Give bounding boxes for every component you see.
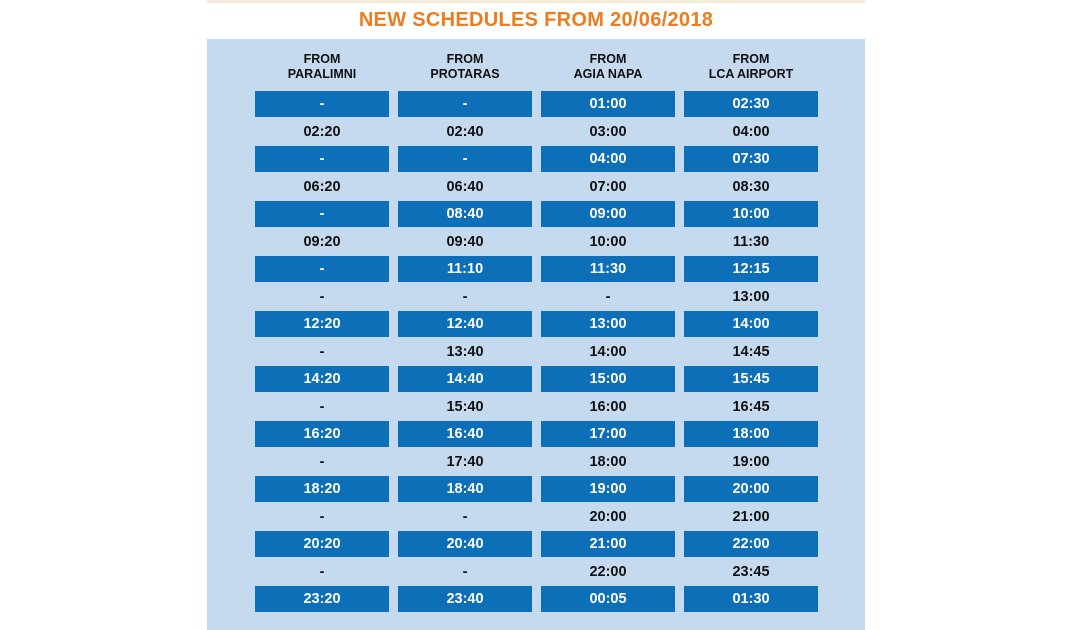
time-cell-lca-airport: 16:45: [732, 399, 770, 415]
time-cell-paralimni: -: [319, 289, 325, 305]
time-cell-paralimni: -: [319, 399, 325, 415]
time-cell-protaras: 09:40: [446, 234, 484, 250]
time-cell-agia-napa: 03:00: [589, 124, 627, 140]
time-cell-lca-airport: 18:00: [684, 421, 818, 447]
time-cell-agia-napa: 00:05: [541, 586, 675, 612]
time-cell-protaras: 20:40: [398, 531, 532, 557]
time-cell-paralimni: -: [319, 344, 325, 360]
time-cell-paralimni: -: [319, 454, 325, 470]
time-cell-paralimni: -: [255, 91, 389, 117]
time-cell-paralimni: -: [255, 146, 389, 172]
time-cell-protaras: 02:40: [446, 124, 484, 140]
time-cell-agia-napa: 20:00: [589, 509, 627, 525]
column-header-line1: FROM: [446, 52, 484, 66]
time-cell-lca-airport: 04:00: [732, 124, 770, 140]
time-cell-protaras: 15:40: [446, 399, 484, 415]
time-cell-agia-napa: 19:00: [541, 476, 675, 502]
time-cell-lca-airport: 13:00: [732, 289, 770, 305]
time-cell-lca-airport: 23:45: [732, 564, 770, 580]
time-cell-paralimni: 20:20: [255, 531, 389, 557]
time-cell-agia-napa: 18:00: [589, 454, 627, 470]
time-cell-paralimni: 23:20: [255, 586, 389, 612]
time-cell-paralimni: 14:20: [255, 366, 389, 392]
column-header-line1: FROM: [732, 52, 770, 66]
time-cell-paralimni: -: [319, 564, 325, 580]
time-cell-lca-airport: 21:00: [732, 509, 770, 525]
time-cell-lca-airport: 01:30: [684, 586, 818, 612]
time-cell-lca-airport: 10:00: [684, 201, 818, 227]
column-header-line2: PROTARAS: [430, 67, 500, 81]
time-cell-protaras: 23:40: [398, 586, 532, 612]
column-header-line1: FROM: [303, 52, 341, 66]
time-cell-protaras: 18:40: [398, 476, 532, 502]
time-cell-agia-napa: 07:00: [589, 179, 627, 195]
time-cell-protaras: -: [398, 146, 532, 172]
time-cell-paralimni: 18:20: [255, 476, 389, 502]
time-cell-protaras: 12:40: [398, 311, 532, 337]
time-cell-paralimni: -: [255, 201, 389, 227]
column-header-line1: FROM: [589, 52, 627, 66]
time-cell-agia-napa: 13:00: [541, 311, 675, 337]
time-cell-protaras: -: [462, 564, 468, 580]
time-cell-protaras: 16:40: [398, 421, 532, 447]
time-cell-paralimni: 16:20: [255, 421, 389, 447]
column-header-line2: LCA AIRPORT: [708, 67, 794, 81]
column-header-line2: AGIA NAPA: [573, 67, 643, 81]
time-cell-lca-airport: 11:30: [732, 234, 770, 250]
time-cell-protaras: 11:10: [398, 256, 532, 282]
time-cell-agia-napa: 11:30: [541, 256, 675, 282]
time-cell-lca-airport: 19:00: [732, 454, 770, 470]
time-cell-protaras: 13:40: [446, 344, 484, 360]
time-cell-agia-napa: 21:00: [541, 531, 675, 557]
time-cell-protaras: 14:40: [398, 366, 532, 392]
time-cell-agia-napa: 15:00: [541, 366, 675, 392]
time-cell-lca-airport: 14:00: [684, 311, 818, 337]
time-cell-agia-napa: 04:00: [541, 146, 675, 172]
time-cell-paralimni: 06:20: [303, 179, 341, 195]
time-cell-protaras: 17:40: [446, 454, 484, 470]
time-cell-paralimni: 12:20: [255, 311, 389, 337]
time-cell-protaras: 08:40: [398, 201, 532, 227]
column-header-agia-napa: [541, 52, 675, 82]
time-cell-agia-napa: 14:00: [589, 344, 627, 360]
time-cell-protaras: -: [462, 509, 468, 525]
time-cell-paralimni: -: [319, 509, 325, 525]
time-cell-lca-airport: 02:30: [684, 91, 818, 117]
time-cell-lca-airport: 07:30: [684, 146, 818, 172]
column-header-protaras: [398, 52, 532, 82]
time-cell-protaras: -: [462, 289, 468, 305]
time-cell-lca-airport: 12:15: [684, 256, 818, 282]
time-cell-lca-airport: 14:45: [732, 344, 770, 360]
time-cell-agia-napa: 01:00: [541, 91, 675, 117]
time-cell-lca-airport: 08:30: [732, 179, 770, 195]
time-cell-paralimni: 09:20: [303, 234, 341, 250]
time-cell-protaras: 06:40: [446, 179, 484, 195]
column-header-line2: PARALIMNI: [287, 67, 357, 81]
time-cell-lca-airport: 22:00: [684, 531, 818, 557]
time-cell-paralimni: 02:20: [303, 124, 341, 140]
time-cell-agia-napa: 22:00: [589, 564, 627, 580]
time-cell-lca-airport: 15:45: [684, 366, 818, 392]
time-cell-agia-napa: 09:00: [541, 201, 675, 227]
time-cell-lca-airport: 20:00: [684, 476, 818, 502]
time-cell-paralimni: -: [255, 256, 389, 282]
column-header-paralimni: [255, 52, 389, 82]
time-cell-agia-napa: 16:00: [589, 399, 627, 415]
time-cell-protaras: -: [398, 91, 532, 117]
time-cell-agia-napa: 17:00: [541, 421, 675, 447]
time-cell-agia-napa: 10:00: [589, 234, 627, 250]
column-header-lca-airport: [684, 52, 818, 82]
time-cell-agia-napa: -: [605, 289, 611, 305]
page-title: NEW SCHEDULES FROM 20/06/2018: [358, 9, 714, 31]
